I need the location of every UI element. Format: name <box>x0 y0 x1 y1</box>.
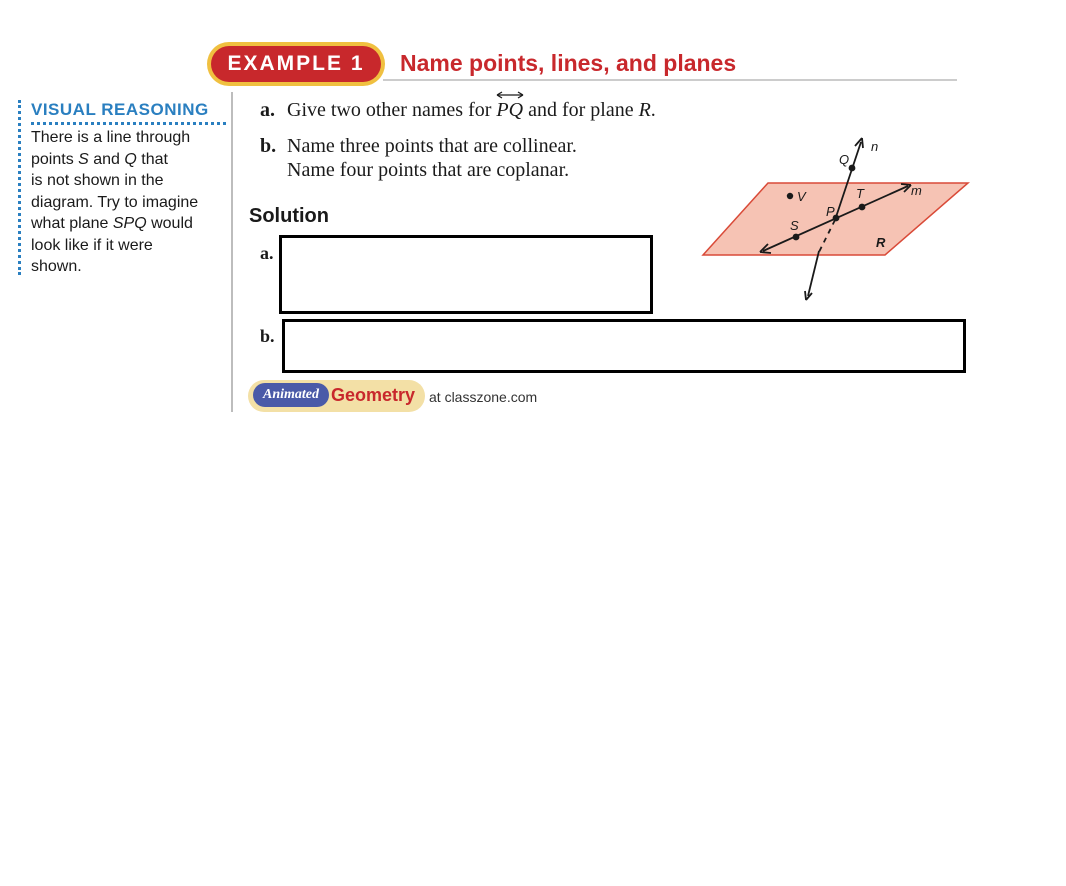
sidebar-line: diagram. Try to imagine <box>31 193 199 211</box>
problem-a-label: a. <box>260 99 275 121</box>
answer-box-b[interactable] <box>282 319 966 373</box>
point-s <box>793 234 800 241</box>
sidebar-line: shown. <box>31 258 82 275</box>
sidebar-line: is not shown in the <box>31 172 164 189</box>
animated-label[interactable]: Animated <box>253 383 329 407</box>
column-divider <box>231 92 233 412</box>
point-v <box>787 193 793 199</box>
sidebar-text <box>31 127 223 278</box>
answer-box-a[interactable] <box>279 235 653 314</box>
geometry-label[interactable]: Geometry <box>331 385 416 405</box>
solution-b-label: b. <box>260 326 275 346</box>
double-arrow-icon <box>496 90 524 100</box>
example-badge-label: EXAMPLE 1 <box>211 46 381 82</box>
label-m: m <box>911 183 922 198</box>
example-title: Name points, lines, and planes <box>400 50 737 76</box>
problem-b-line1: Name three points that are collinear. <box>287 135 577 157</box>
example-badge <box>207 42 385 86</box>
sidebar-line: look like if it were <box>31 236 153 254</box>
problem-b-label: b. <box>260 135 277 157</box>
point-q <box>849 165 856 172</box>
problem-b <box>260 134 577 182</box>
label-q: Q <box>839 152 850 167</box>
label-p: P <box>826 204 835 219</box>
label-n: n <box>871 139 879 154</box>
line-n-lower <box>808 251 819 296</box>
label-s: S <box>790 218 799 233</box>
sidebar-line: There is a line through <box>31 129 191 146</box>
problem-a: a. Give two other names for PQ and for plane R. <box>260 99 656 122</box>
sidebar-line: points S and Q that <box>31 150 168 168</box>
sidebar-line: what plane SPQ would <box>31 215 193 232</box>
line-pq-notation: PQ <box>496 99 523 122</box>
point-t <box>859 204 866 211</box>
header-divider <box>383 79 957 81</box>
solution-heading: Solution <box>249 205 329 227</box>
visual-reasoning-sidebar <box>18 100 223 275</box>
site-link[interactable]: at classzone.com <box>429 389 538 405</box>
label-t: T <box>856 186 864 201</box>
plane-diagram <box>695 130 975 310</box>
label-r: R <box>876 235 886 250</box>
sidebar-title: VISUAL REASONING <box>31 100 226 125</box>
label-v: V <box>797 189 806 204</box>
problem-b-line2: Name four points that are coplanar. <box>287 159 570 181</box>
solution-a-label: a. <box>260 243 274 263</box>
